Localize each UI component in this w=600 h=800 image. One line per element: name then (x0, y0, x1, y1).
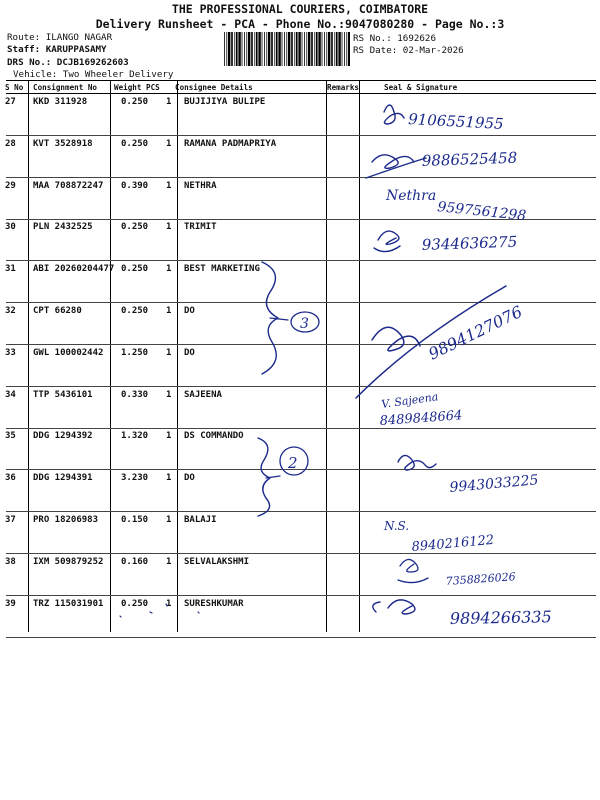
handwritten-name: Nethra (386, 188, 437, 204)
barcode-bar (336, 32, 338, 66)
barcode-bar (322, 32, 323, 66)
cell-consignment: TTP 5436101 (33, 389, 93, 400)
cell-pcs: 1 (166, 264, 172, 275)
barcode-bar (268, 32, 270, 66)
cell-weight: 0.250 (121, 138, 149, 149)
cell-sno: 27 (5, 97, 16, 107)
cell-sno: 31 (5, 264, 16, 275)
cell-pcs: 1 (166, 180, 172, 191)
cell-pcs: 1 (166, 515, 172, 525)
barcode-bar (274, 32, 275, 66)
barcode-bar (266, 32, 267, 66)
barcode-bar (294, 32, 295, 66)
cell-sno: 33 (5, 347, 16, 358)
company-name: THE PROFESSIONAL COURIERS, COIMBATORE (171, 2, 429, 16)
cell-consignee: DS COMMANDO (184, 431, 244, 442)
header-top-rule (6, 80, 596, 81)
barcode-bar (342, 32, 343, 66)
row-separator (6, 637, 596, 638)
handwritten-phone: 8940216122 (411, 532, 495, 555)
handwritten-phone: 9106551955 (407, 110, 505, 133)
barcode-bar (276, 32, 278, 66)
runsheet-subtitle: Delivery Runsheet - PCA - Phone No.:9047080280 - Page No.:3 (95, 17, 505, 31)
cell-consignee: DO (184, 306, 195, 316)
column-header-weight-pcs: Weight PCS (114, 83, 160, 92)
cell-weight: 0.250 (121, 264, 149, 275)
cell-sno: 29 (5, 180, 16, 191)
barcode-bar (308, 32, 310, 66)
barcode-bar (288, 32, 290, 66)
barcode-bar (284, 32, 285, 66)
table-row (0, 219, 600, 261)
barcode-bar (306, 32, 307, 66)
cell-sno: 39 (5, 598, 16, 609)
barcode-bar (262, 32, 263, 66)
barcode-bar (251, 32, 253, 66)
barcode-image (224, 32, 350, 66)
cell-sno: 38 (5, 556, 16, 567)
cell-consignment: DDG 1294391 (33, 473, 93, 484)
column-header-remarks: Remarks (327, 83, 360, 92)
staff-label: Staff: KARUPPASAMY (7, 44, 107, 55)
cell-consignee: SURESHKUMAR (184, 598, 244, 609)
table-row (0, 303, 600, 345)
cell-consignee: BALAJI (184, 515, 217, 525)
cell-consignment: ABI 20260204477 (33, 264, 115, 275)
barcode-bar (344, 32, 345, 66)
rs-date: RS Date: 02-Mar-2026 (353, 45, 464, 56)
barcode-bar (271, 32, 273, 66)
table-row (0, 345, 600, 387)
cell-pcs: 1 (166, 556, 172, 567)
cell-consignee: SELVALAKSHMI (184, 556, 250, 567)
table-row (0, 470, 600, 512)
barcode-bar (244, 32, 245, 66)
barcode-bar (258, 32, 260, 66)
cell-pcs: 1 (166, 389, 172, 400)
handwritten-phone: 9894266335 (449, 607, 552, 628)
barcode-bar (334, 32, 335, 66)
cell-consignee: BUJIJIYA BULIPE (184, 97, 266, 107)
barcode-bar (224, 32, 225, 66)
cell-sno: 28 (5, 138, 16, 149)
table-row (0, 596, 600, 638)
column-header-sno: S No (5, 83, 24, 92)
cell-sno: 32 (5, 306, 16, 316)
cell-weight: 0.250 (121, 97, 149, 107)
cell-consignee: SAJEENA (184, 389, 222, 400)
barcode-bar (238, 32, 240, 66)
handwritten-phone: 8489848664 (379, 408, 463, 429)
table-row (0, 387, 600, 429)
cell-weight: 0.250 (121, 222, 149, 233)
handwritten-phone: 9943033225 (448, 472, 540, 496)
cell-pcs: 1 (166, 431, 172, 442)
route-label: Route: ILANGO NAGAR (7, 32, 113, 43)
table-row (0, 261, 600, 303)
cell-consignee: BEST MARKETING (184, 264, 260, 275)
cell-weight: 0.250 (121, 306, 149, 316)
cell-weight: 1.250 (121, 347, 149, 358)
barcode-bar (298, 32, 300, 66)
barcode-bar (242, 32, 243, 66)
cell-consignment: CPT 66280 (33, 306, 82, 316)
barcode-bar (311, 32, 313, 66)
cell-pcs: 1 (166, 138, 172, 149)
cell-sno: 30 (5, 222, 16, 233)
barcode-bar (338, 32, 340, 66)
table-row (0, 178, 600, 220)
cell-consignment: IXM 509879252 (33, 556, 104, 567)
column-header-seal: Seal & Signature (384, 83, 458, 92)
barcode-bar (246, 32, 247, 66)
barcode-bar (228, 32, 230, 66)
cell-sno: 37 (5, 515, 16, 525)
handwritten-phone: 9597561298 (436, 199, 527, 225)
table-row (0, 428, 600, 470)
barcode-bar (226, 32, 227, 66)
barcode-bar (318, 32, 320, 66)
barcode-bar (264, 32, 265, 66)
table-row (0, 512, 600, 554)
column-header-consignment: Consignment No (33, 83, 98, 92)
barcode-bar (331, 32, 333, 66)
barcode-bar (254, 32, 255, 66)
cell-sno: 36 (5, 473, 16, 484)
barcode-bar (256, 32, 258, 66)
cell-weight: 0.250 (121, 598, 149, 609)
barcode-bar (328, 32, 330, 66)
cell-sno: 34 (5, 389, 16, 400)
handwritten-phone: 9344636275 (421, 232, 518, 254)
handwritten-phone: 9894127076 (425, 301, 526, 364)
cell-consignee: RAMANA PADMAPRIYA (184, 138, 277, 149)
cell-consignment: MAA 708872247 (33, 180, 104, 191)
barcode-bar (324, 32, 325, 66)
barcode-bar (326, 32, 327, 66)
cell-weight: 0.160 (121, 556, 149, 567)
handwritten-name: V. Sajeena (380, 390, 440, 411)
table-row (0, 136, 600, 178)
handwritten-phone: 9886525458 (421, 148, 518, 170)
table-row (0, 554, 600, 596)
barcode-bar (304, 32, 305, 66)
cell-pcs: 1 (166, 473, 172, 484)
barcode-bar (348, 32, 350, 66)
cell-consignee: NETHRA (184, 180, 217, 191)
group-count: 3 (300, 316, 309, 332)
cell-pcs: 1 (166, 598, 172, 609)
barcode-bar (282, 32, 283, 66)
barcode-bar (302, 32, 303, 66)
barcode-bar (316, 32, 318, 66)
cell-consignment: TRZ 115031901 (33, 598, 104, 609)
cell-pcs: 1 (166, 222, 172, 233)
cell-consignment: GWL 100002442 (33, 347, 104, 358)
cell-consignment: KVT 3528918 (33, 138, 93, 149)
cell-consignee: DO (184, 473, 195, 484)
cell-weight: 0.150 (121, 515, 149, 525)
cell-consignment: PLN 2432525 (33, 222, 93, 233)
cell-weight: 0.330 (121, 389, 149, 400)
handwritten-phone: 7358826026 (445, 570, 517, 588)
barcode-bar (248, 32, 250, 66)
barcode-bar (314, 32, 315, 66)
cell-consignee: TRIMIT (184, 222, 217, 233)
cell-pcs: 1 (166, 306, 172, 316)
barcode-bar (286, 32, 287, 66)
cell-pcs: 1 (166, 97, 172, 107)
cell-pcs: 1 (166, 347, 172, 358)
barcode-bar (291, 32, 293, 66)
cell-consignment: PRO 18206983 (33, 515, 99, 525)
barcode-bar (296, 32, 298, 66)
rs-number: RS No.: 1692626 (353, 33, 436, 44)
cell-consignment: KKD 311928 (33, 97, 88, 107)
barcode-bar (236, 32, 238, 66)
cell-sno: 35 (5, 431, 16, 442)
cell-weight: 3.230 (121, 473, 149, 484)
cell-weight: 1.320 (121, 431, 149, 442)
handwritten-initials: N.S. (384, 519, 410, 533)
column-header-consignee: Consignee Details (175, 83, 253, 92)
barcode-bar (231, 32, 233, 66)
cell-consignment: DDG 1294392 (33, 431, 93, 442)
cell-weight: 0.390 (121, 180, 149, 191)
barcode-bar (234, 32, 235, 66)
vehicle-label: Vehicle: Two Wheeler Delivery (13, 69, 174, 80)
table-row (0, 94, 600, 136)
barcode-bar (346, 32, 347, 66)
barcode-bar (278, 32, 280, 66)
drs-number: DRS No.: DCJB169262603 (7, 57, 129, 68)
cell-consignee: DO (184, 347, 195, 358)
group-count: 2 (288, 454, 298, 472)
